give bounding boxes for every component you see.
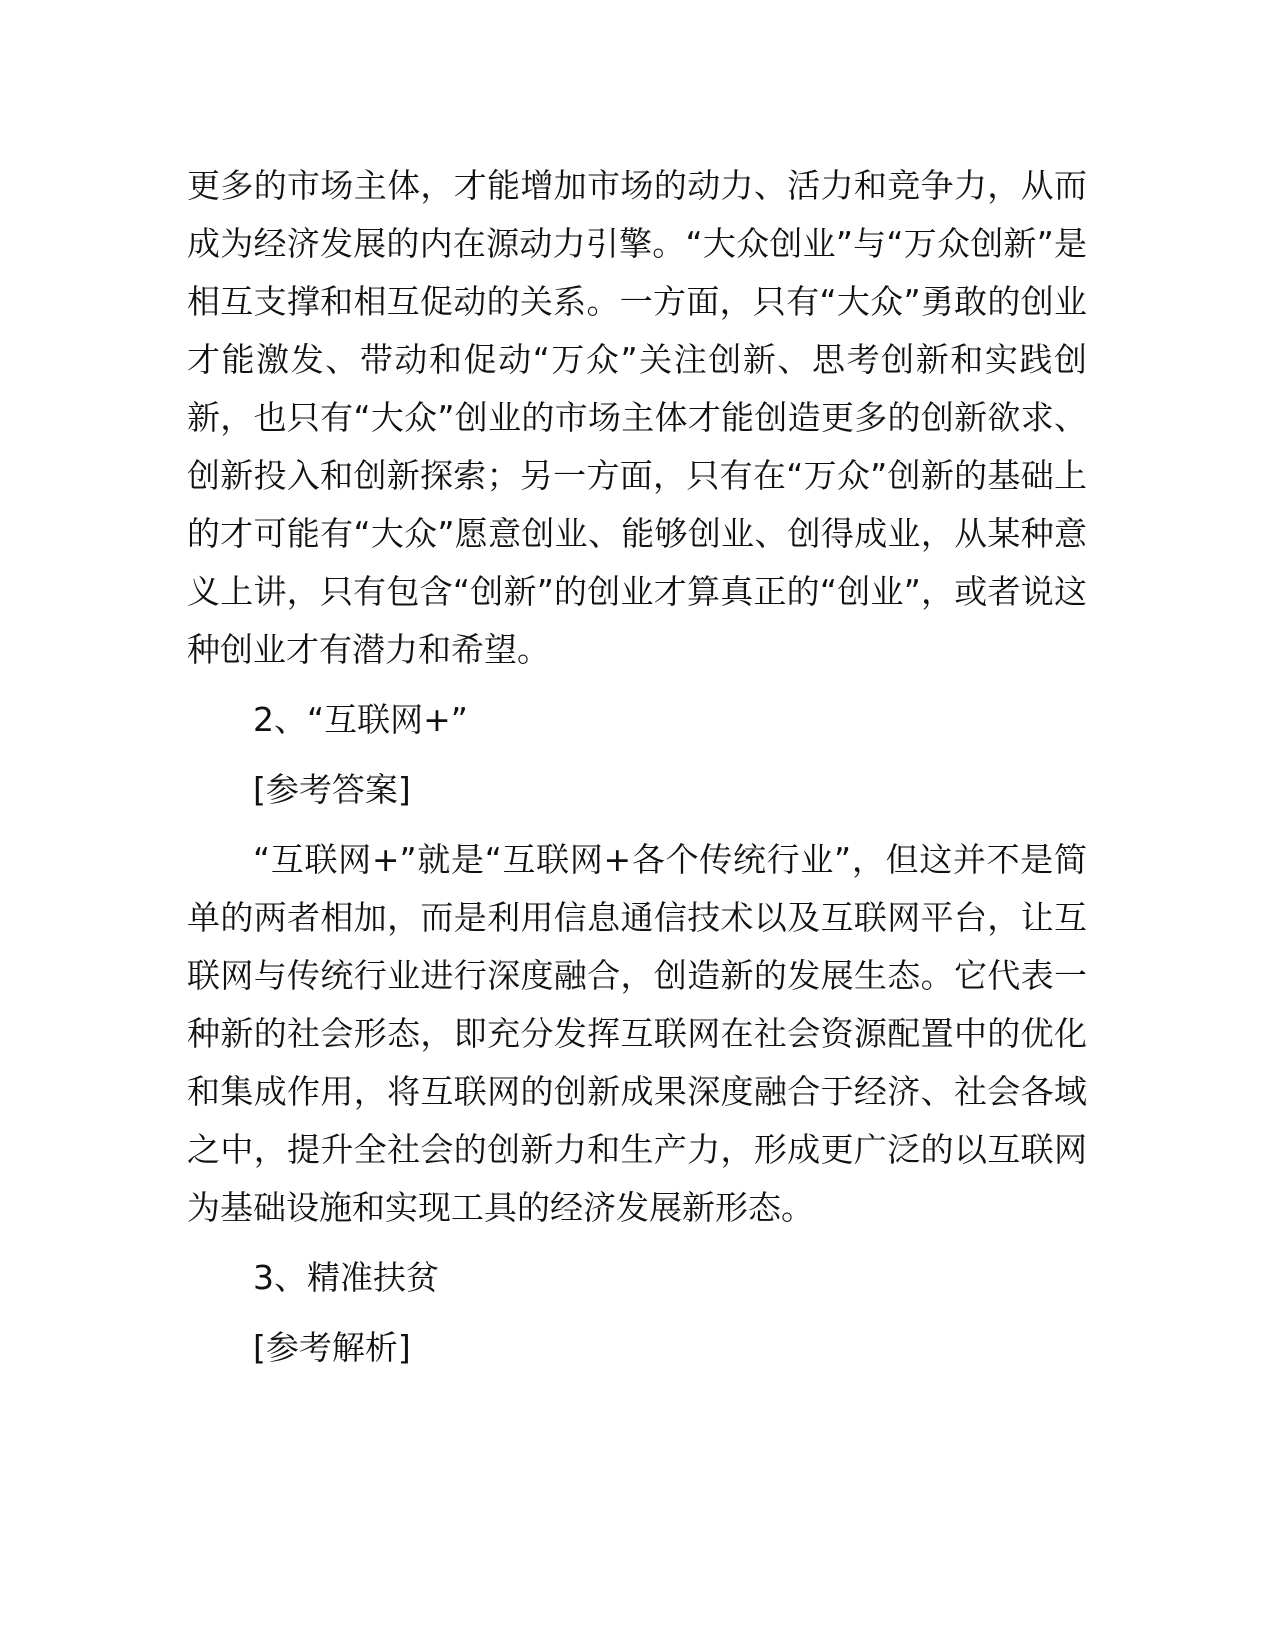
- paragraph-continuation: 更多的市场主体，才能增加市场的动力、活力和竞争力，从而成为经济发展的内在源动力引擎。“大众创业”与“万众创新”是相互支撑和相互促动的关系。一方面，只有“大众”勇敢的创业才能激发、带动和促动“万众”关注创新、思考创新和实践创新，也只有“大众”创业的市场主体才能创造更多的创新欲求、创新投入和创新探索；另一方面，只有在“万众”创新的基础上的才可能有“大众”愿意创业、能够创业、创得成业，从某种意义上讲，只有包含“创新”的创业才算真正的“创业”，或者说这种创业才有潜力和希望。: [187, 166, 1087, 669]
- document-body: [187, 157, 1087, 1389]
- section-heading-poverty-alleviation: 3、精准扶贫: [253, 1258, 439, 1297]
- section-heading-internet-plus: 2、“互联网+”: [253, 700, 468, 739]
- paragraph-internet-plus: “互联网+”就是“互联网+各个传统行业”，但这并不是简单的两者相加，而是利用信息通信技术以及互联网平台，让互联网与传统行业进行深度融合，创造新的发展生态。它代表一种新的社会形态，即充分发挥互联网在社会资源配置中的优化和集成作用，将互联网的创新成果深度融合于经济、社会各域之中，提升全社会的创新力和生产力，形成更广泛的以互联网为基础设施和实现工具的经济发展新形态。: [187, 840, 1087, 1227]
- reference-answer-label: [参考答案]: [253, 770, 411, 809]
- reference-analysis-label: [参考解析]: [253, 1328, 411, 1367]
